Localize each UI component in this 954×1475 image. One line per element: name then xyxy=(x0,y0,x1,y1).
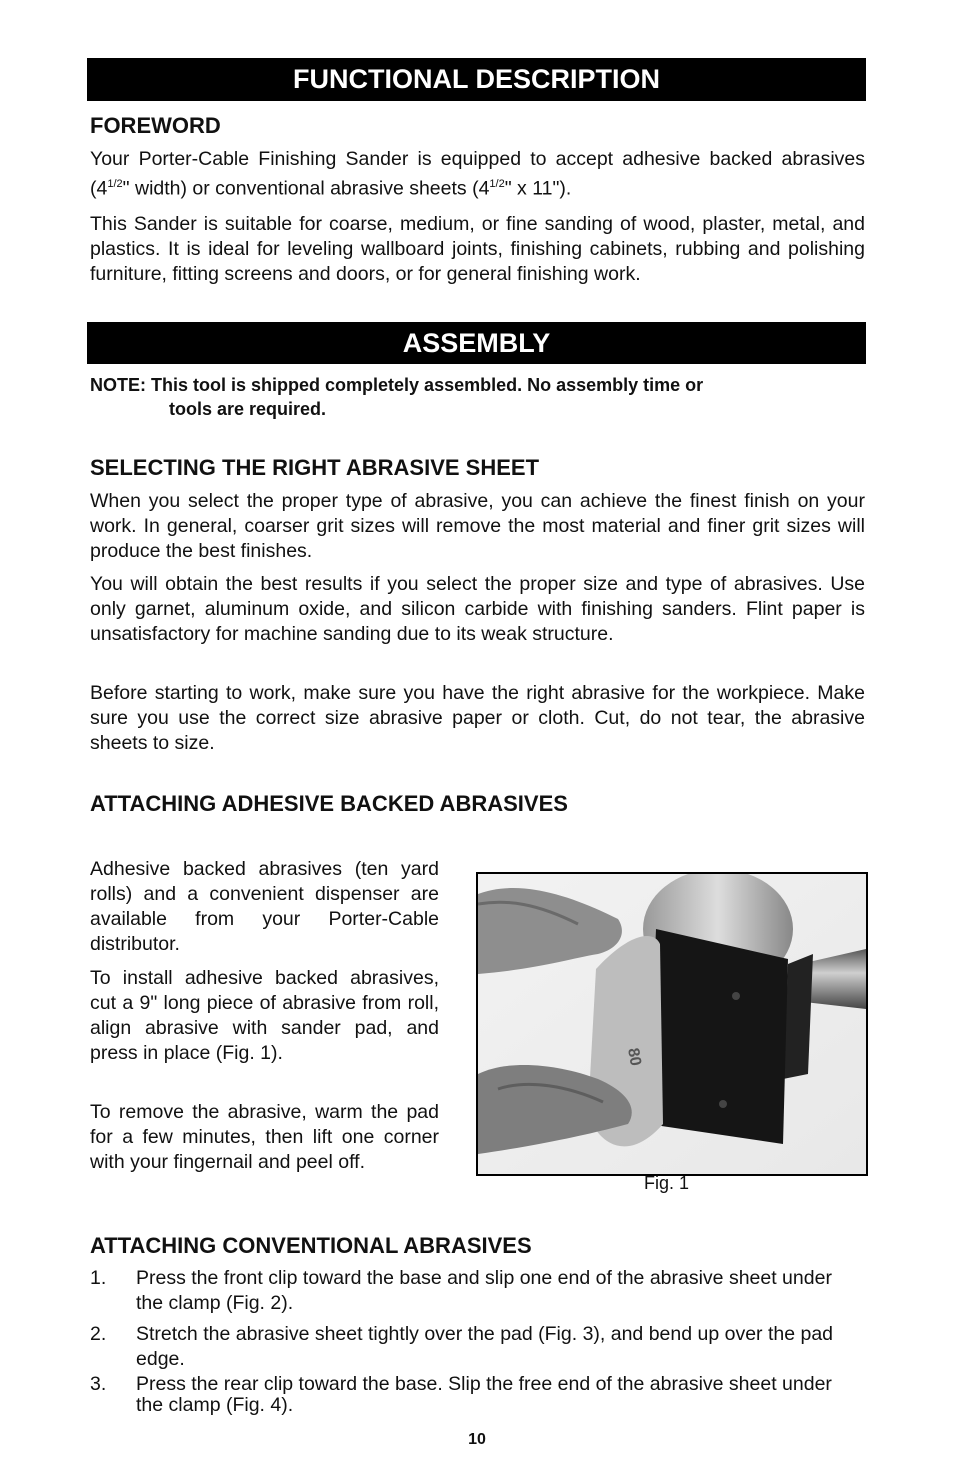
list-item xyxy=(90,1374,865,1420)
note-line-1: This tool is shipped completely assembled. No assembly time or xyxy=(151,375,704,395)
adhesive-paragraph-1: Adhesive backed abrasives (ten yard rolls) and a convenient dispenser are available from your Porter-Cable distributor. xyxy=(90,858,439,955)
sander-photo-illustration xyxy=(478,874,866,1174)
figure-1-caption: Fig. 1 xyxy=(644,1173,690,1193)
list-item-text: Stretch the abrasive sheet tightly over the pad (Fig. 3), and bend up over the pad edge. xyxy=(136,1323,834,1370)
list-item-number: 1. xyxy=(90,1267,107,1289)
section-header-assembly: ASSEMBLY xyxy=(87,322,866,364)
adhesive-paragraph-3: To remove the abrasive, warm the pad for a few minutes, then lift one corner with your fingernail and peel off. xyxy=(90,1101,439,1173)
heading-foreword: FOREWORD xyxy=(90,113,221,138)
selecting-paragraph-1: When you select the proper type of abrasive, you can achieve the finest finish on your work. In general, coarser grit sizes will remove the most material and finer grit sizes will produce the best finishes. xyxy=(90,490,865,562)
list-item xyxy=(90,1322,865,1372)
heading-adhesive-abrasives: ATTACHING ADHESIVE BACKED ABRASIVES xyxy=(90,791,568,816)
foreword-paragraph-1: Your Porter-Cable Finishing Sander is equipped to accept adhesive backed abrasives ($4^{1/2}$" width) or conventional abrasive sheets ($4^{1/2}$" x 11"). xyxy=(90,148,865,200)
svg-text:80: 80 xyxy=(624,1046,644,1068)
page-number: 10 xyxy=(468,1431,486,1448)
figure-1-photo xyxy=(476,872,868,1176)
assembly-note xyxy=(90,373,865,421)
list-item-text: Press the front clip toward the base and slip one end of the abrasive sheet under the clamp (Fig. 2). xyxy=(136,1267,832,1314)
heading-selecting-abrasive: SELECTING THE RIGHT ABRASIVE SHEET xyxy=(90,455,540,480)
selecting-paragraph-2: You will obtain the best results if you select the proper size and type of abrasives. Use only garnet, aluminum oxide, and silicon carbide with finishing sanders. Flint paper is unsatisfactory for machine sanding due to its weak structure. xyxy=(90,573,865,645)
list-item xyxy=(90,1266,865,1316)
heading-conventional-abrasives: ATTACHING CONVENTIONAL ABRASIVES xyxy=(90,1233,532,1258)
adhesive-paragraph-2: To install adhesive backed abrasives, cut a 9" long piece of abrasive from roll, align abrasive with sander pad, and press in place (Fig. 1). xyxy=(90,967,439,1064)
list-item-number: 3. xyxy=(90,1373,107,1395)
section-header-functional-description: FUNCTIONAL DESCRIPTION xyxy=(87,58,866,101)
note-line-2: tools are required. xyxy=(169,399,327,419)
list-item-text: Press the rear clip toward the base. Slip the free end of the abrasive sheet under the clamp (Fig. 4). xyxy=(136,1373,832,1416)
list-item-number: 2. xyxy=(90,1323,107,1345)
note-label: NOTE: xyxy=(90,375,146,395)
foreword-paragraph-2: This Sander is suitable for coarse, medium, or fine sanding of wood, plaster, metal, and plastics. It is ideal for leveling wallboard joints, finishing cabinets, rubbing and polishing furniture, fitting screens and doors, or for general finishing work. xyxy=(90,213,865,285)
selecting-paragraph-3: Before starting to work, make sure you have the right abrasive for the workpiece. Make sure you use the correct size abrasive paper or cloth. Cut, do not tear, the abrasive sheets to size. xyxy=(90,682,865,754)
